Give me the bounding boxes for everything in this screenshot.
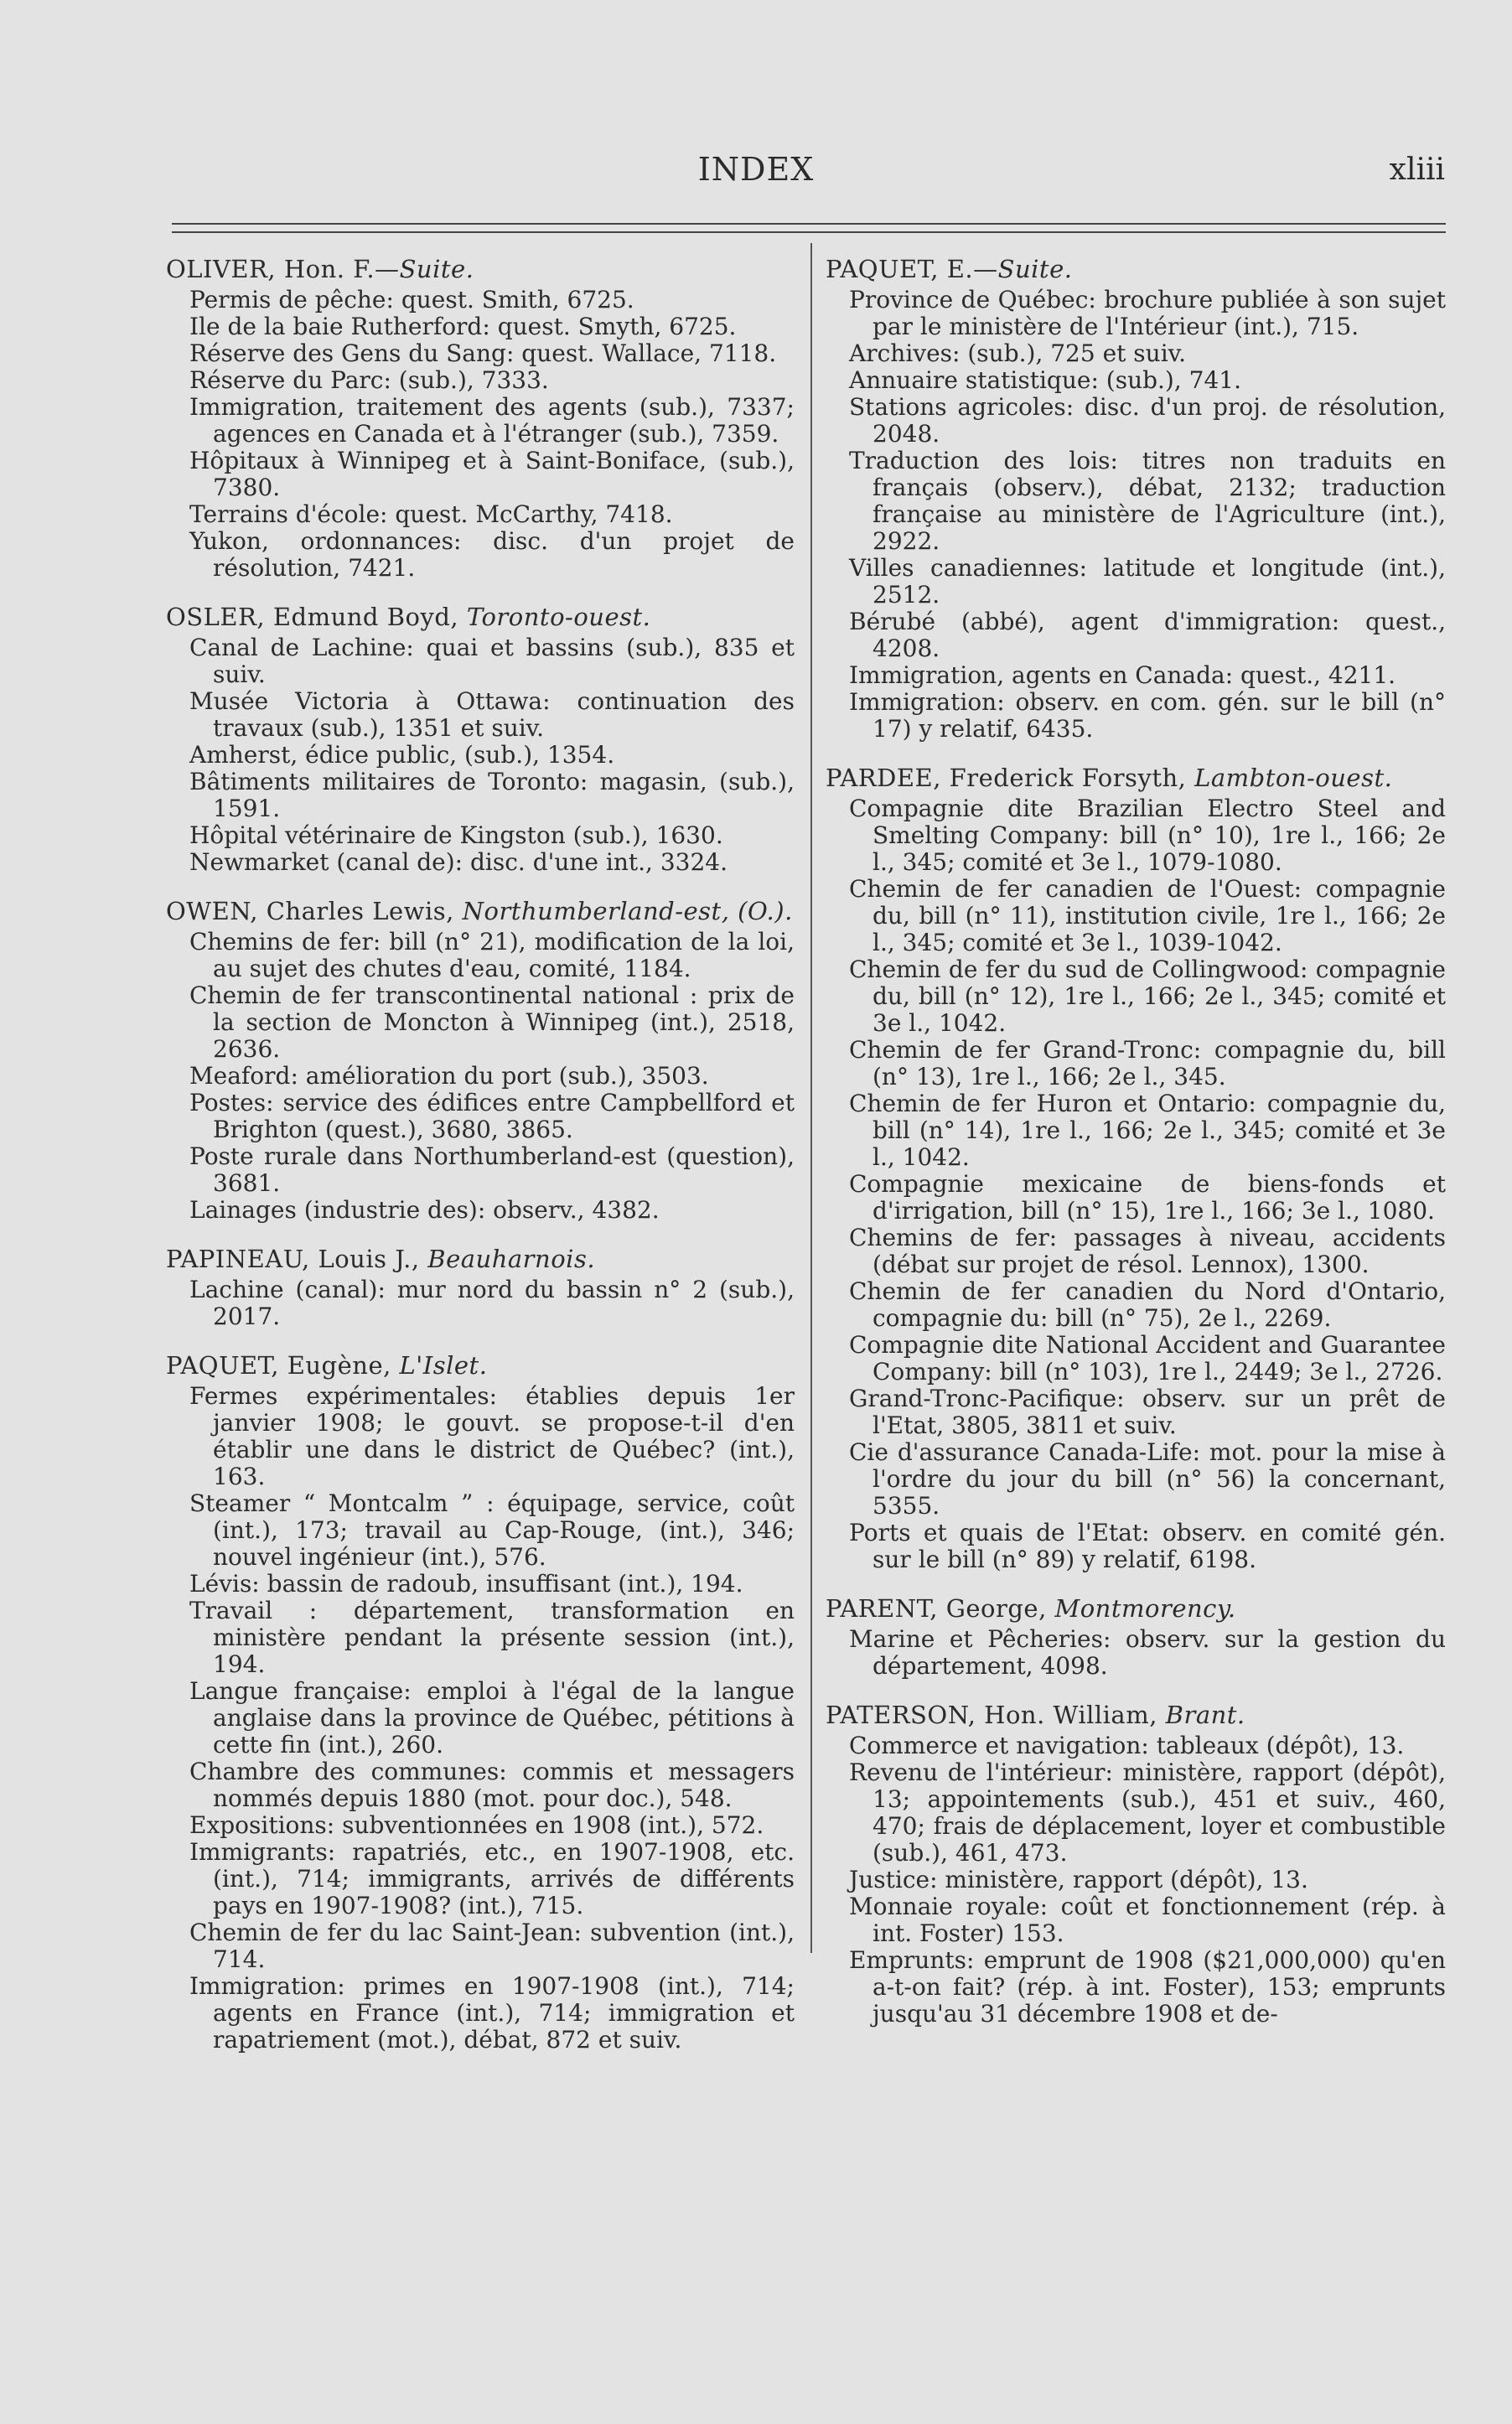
left-column (166, 256, 795, 2075)
subentry: Expositions: subventionnées en 1908 (int.), 572. (189, 1811, 764, 1839)
entry-person: PAQUET, E.— (826, 255, 998, 283)
subentry: Hôpitaux à Winnipeg et à Saint-Boniface, (sub.), 7380. (189, 447, 795, 501)
subentry: Villes canadiennes: latitude et longitude (int.), 2512. (849, 554, 1446, 609)
subentry: Chambre des communes: commis et messagers nommés depuis 1880 (mot. pour doc.), 548. (189, 1758, 795, 1812)
entry-riding: Montmorency. (1054, 1594, 1236, 1623)
index-entry (826, 256, 1446, 743)
page-header (0, 151, 1512, 201)
entry-person: PARDEE, Frederick Forsyth, (826, 764, 1195, 792)
subentry: Chemin de fer transcontinental national : prix de la section de Moncton à Winnipeg (int.), 2518, 2636. (189, 982, 795, 1063)
subentry: Immigration: primes en 1907-1908 (int.), 714; agents en France (int.), 714; immigration et rapatriement (mot.), débat, 872 et suiv. (189, 1972, 795, 2054)
subentry: Chemin de fer canadien de l'Ouest: compagnie du, bill (n° 11), institution civile, 1re l., 166; 2e l., 345; comité et 3e l., 1039-1042. (849, 875, 1446, 956)
index-entry (166, 898, 795, 1224)
column-divider (810, 243, 812, 1953)
subentry: Commerce et navigation: tableaux (dépôt), 13. (849, 1732, 1405, 1759)
subentry: Immigration, traitement des agents (sub.), 7337; agences en Canada et à l'étranger (sub.), 7359. (189, 393, 795, 448)
subentry: Travail : département, transformation en ministère pendant la présente session (int.), 194. (189, 1597, 795, 1678)
index-entry (826, 764, 1446, 1573)
index-entry (166, 603, 795, 876)
index-entry (166, 1352, 795, 2054)
subentry: Immigrants: rapatriés, etc., en 1907-1908, etc. (int.), 714; immigrants, arrivés de différents pays en 1907-1908? (int.), 715. (189, 1838, 795, 1919)
subentry: Postes: service des édifices entre Campbellford et Brighton (quest.), 3680, 3865. (189, 1089, 795, 1143)
subentry: Bérubé (abbé), agent d'immigration: quest., 4208. (849, 608, 1446, 662)
entry-riding: L'Islet. (399, 1351, 488, 1380)
entry-riding: Brant. (1165, 1701, 1245, 1729)
subentry: Cie d'assurance Canada-Life: mot. pour la mise à l'ordre du jour du bill (n° 56) la concernant, 5355. (849, 1438, 1446, 1520)
subentry: Chemin de fer Huron et Ontario: compagnie du, bill (n° 14), 1re l., 166; 2e l., 345; comité et 3e l., 1042. (849, 1090, 1446, 1171)
subentry: Ports et quais de l'Etat: observ. en comité gén. sur le bill (n° 89) y relatif, 6198. (849, 1519, 1446, 1573)
subentry: Chemins de fer: bill (n° 21), modification de la loi, au sujet des chutes d'eau, comité, 1184. (189, 928, 795, 982)
subentry: Grand-Tronc-Pacifique: observ. sur un prêt de l'Etat, 3805, 3811 et suiv. (849, 1385, 1446, 1439)
entry-name (166, 603, 795, 631)
subentry: Immigration: observ. en com. gén. sur le bill (n° 17) y relatif, 6435. (849, 688, 1446, 743)
entry-name (826, 1595, 1446, 1623)
entry-riding: Northumberland-est, (O.). (462, 897, 793, 925)
subentry: Ile de la baie Rutherford: quest. Smyth, 6725. (189, 313, 737, 340)
entry-person: PATERSON, Hon. William, (826, 1701, 1166, 1729)
header-rule-top (172, 223, 1446, 225)
entry-name (826, 764, 1446, 792)
subentry: Hôpital vétérinaire de Kingston (sub.), 1630. (189, 821, 723, 849)
entry-name (166, 1352, 795, 1380)
index-entry (826, 1701, 1446, 2028)
entry-person: OLIVER, Hon. F.— (166, 255, 400, 283)
entry-person: PAPINEAU, Louis J., (166, 1245, 428, 1273)
subentry: Permis de pêche: quest. Smith, 6725. (189, 286, 634, 313)
subentry: Chemins de fer: passages à niveau, accidents (débat sur projet de résol. Lennox), 1300. (849, 1224, 1446, 1278)
subentry: Canal de Lachine: quai et bassins (sub.), 835 et suiv. (189, 634, 795, 688)
subentry: Amherst, édice public, (sub.), 1354. (189, 741, 615, 769)
subentry: Compagnie dite Brazilian Electro Steel and Smelting Company: bill (n° 10), 1re l., 166; 2e l., 345; comité et 3e l., 1079-1080. (849, 795, 1446, 876)
subentry: Chemin de fer canadien du Nord d'Ontario, compagnie du: bill (n° 75), 2e l., 2269. (849, 1277, 1446, 1332)
subentry: Monnaie royale: coût et fonctionnement (rép. à int. Foster) 153. (849, 1893, 1446, 1947)
header-rule-bottom (172, 231, 1446, 233)
entry-riding: Toronto-ouest. (466, 603, 651, 631)
index-entry (826, 1595, 1446, 1680)
entry-riding: Suite. (997, 255, 1073, 283)
subentry: Réserve des Gens du Sang: quest. Wallace, 7118. (189, 339, 777, 367)
subentry: Poste rurale dans Northumberland-est (question), 3681. (189, 1142, 795, 1197)
entry-person: PAQUET, Eugène, (166, 1351, 400, 1380)
subentry: Stations agricoles: disc. d'un proj. de résolution, 2048. (849, 393, 1446, 448)
entry-person: PARENT, George, (826, 1594, 1055, 1623)
subentry: Revenu de l'intérieur: ministère, rapport (dépôt), 13; appointements (sub.), 451 et suiv., 460, 470; frais de déplacement, loyer et combustible (sub.), 461, 473. (849, 1758, 1446, 1867)
subentry: Marine et Pêcheries: observ. sur la gestion du département, 4098. (849, 1625, 1446, 1680)
subentry: Chemin de fer du lac Saint-Jean: subvention (int.), 714. (189, 1919, 795, 1973)
subentry: Chemin de fer du sud de Collingwood: compagnie du, bill (n° 12), 1re l., 166; 2e l., 345; comité et 3e l., 1042. (849, 956, 1446, 1037)
subentry: Compagnie dite National Accident and Guarantee Company: bill (n° 103), 1re l., 2449; 3e l., 2726. (849, 1331, 1446, 1386)
entry-name (166, 898, 795, 925)
entry-riding: Suite. (399, 255, 474, 283)
subentry: Yukon, ordonnances: disc. d'un projet de résolution, 7421. (189, 527, 795, 582)
index-entry (166, 256, 795, 582)
entry-name (166, 256, 795, 283)
subentry: Annuaire statistique: (sub.), 741. (849, 366, 1242, 394)
subentry: Bâtiments militaires de Toronto: magasin, (sub.), 1591. (189, 768, 795, 822)
page-number: xliii (1389, 153, 1445, 187)
subentry: Chemin de fer Grand-Tronc: compagnie du, bill (n° 13), 1re l., 166; 2e l., 345. (849, 1036, 1446, 1090)
subentry: Terrains d'école: quest. McCarthy, 7418. (189, 500, 673, 528)
subentry: Steamer “ Montcalm ” : équipage, service, coût (int.), 173; travail au Cap-Rouge, (int.), 346; nouvel ingénieur (int.), 576. (189, 1489, 795, 1571)
subentry: Lachine (canal): mur nord du bassin n° 2 (sub.), 2017. (189, 1276, 795, 1330)
entry-name (826, 1701, 1446, 1729)
entry-riding: Beauharnois. (427, 1245, 596, 1273)
subentry: Immigration, agents en Canada: quest., 4211. (849, 661, 1396, 689)
subentry: Emprunts: emprunt de 1908 ($21,000,000) qu'en a-t-on fait? (rép. à int. Foster), 153; emprunts jusqu'au 31 décembre 1908 et de- (849, 1946, 1446, 2028)
right-column (826, 256, 1446, 2049)
subentry: Musée Victoria à Ottawa: continuation des travaux (sub.), 1351 et suiv. (189, 687, 795, 742)
subentry: Fermes expérimentales: établies depuis 1er janvier 1908; le gouvt. se propose-t-il d'en établir une dans le district de Québec? (int.), 163. (189, 1382, 795, 1490)
subentry: Langue française: emploi à l'égal de la langue anglaise dans la province de Québec, pétitions à cette fin (int.), 260. (189, 1677, 795, 1758)
subentry: Justice: ministère, rapport (dépôt), 13. (849, 1866, 1308, 1893)
subentry: Meaford: amélioration du port (sub.), 3503. (189, 1062, 709, 1090)
entry-person: OSLER, Edmund Boyd, (166, 603, 467, 631)
entry-name (166, 1246, 795, 1273)
entry-name (826, 256, 1446, 283)
subentry: Réserve du Parc: (sub.), 7333. (189, 366, 549, 394)
subentry: Lévis: bassin de radoub, insuffisant (int.), 194. (189, 1570, 743, 1598)
subentry: Traduction des lois: titres non traduits en français (observ.), débat, 2132; traduction française au ministère de l'Agriculture (int.), 2922. (849, 447, 1446, 555)
subentry: Archives: (sub.), 725 et suiv. (849, 339, 1187, 367)
entry-riding: Lambton-ouest. (1194, 764, 1393, 792)
entry-person: OWEN, Charles Lewis, (166, 897, 463, 925)
page-title: INDEX (697, 151, 815, 188)
subentry: Compagnie mexicaine de biens-fonds et d'irrigation, bill (n° 15), 1re l., 166; 3e l., 1080. (849, 1170, 1446, 1225)
index-entry (166, 1246, 795, 1330)
subentry: Newmarket (canal de): disc. d'une int., 3324. (189, 848, 728, 876)
subentry: Lainages (industrie des): observ., 4382. (189, 1196, 660, 1224)
subentry: Province de Québec: brochure publiée à son sujet par le ministère de l'Intérieur (int.), 715. (849, 286, 1446, 340)
